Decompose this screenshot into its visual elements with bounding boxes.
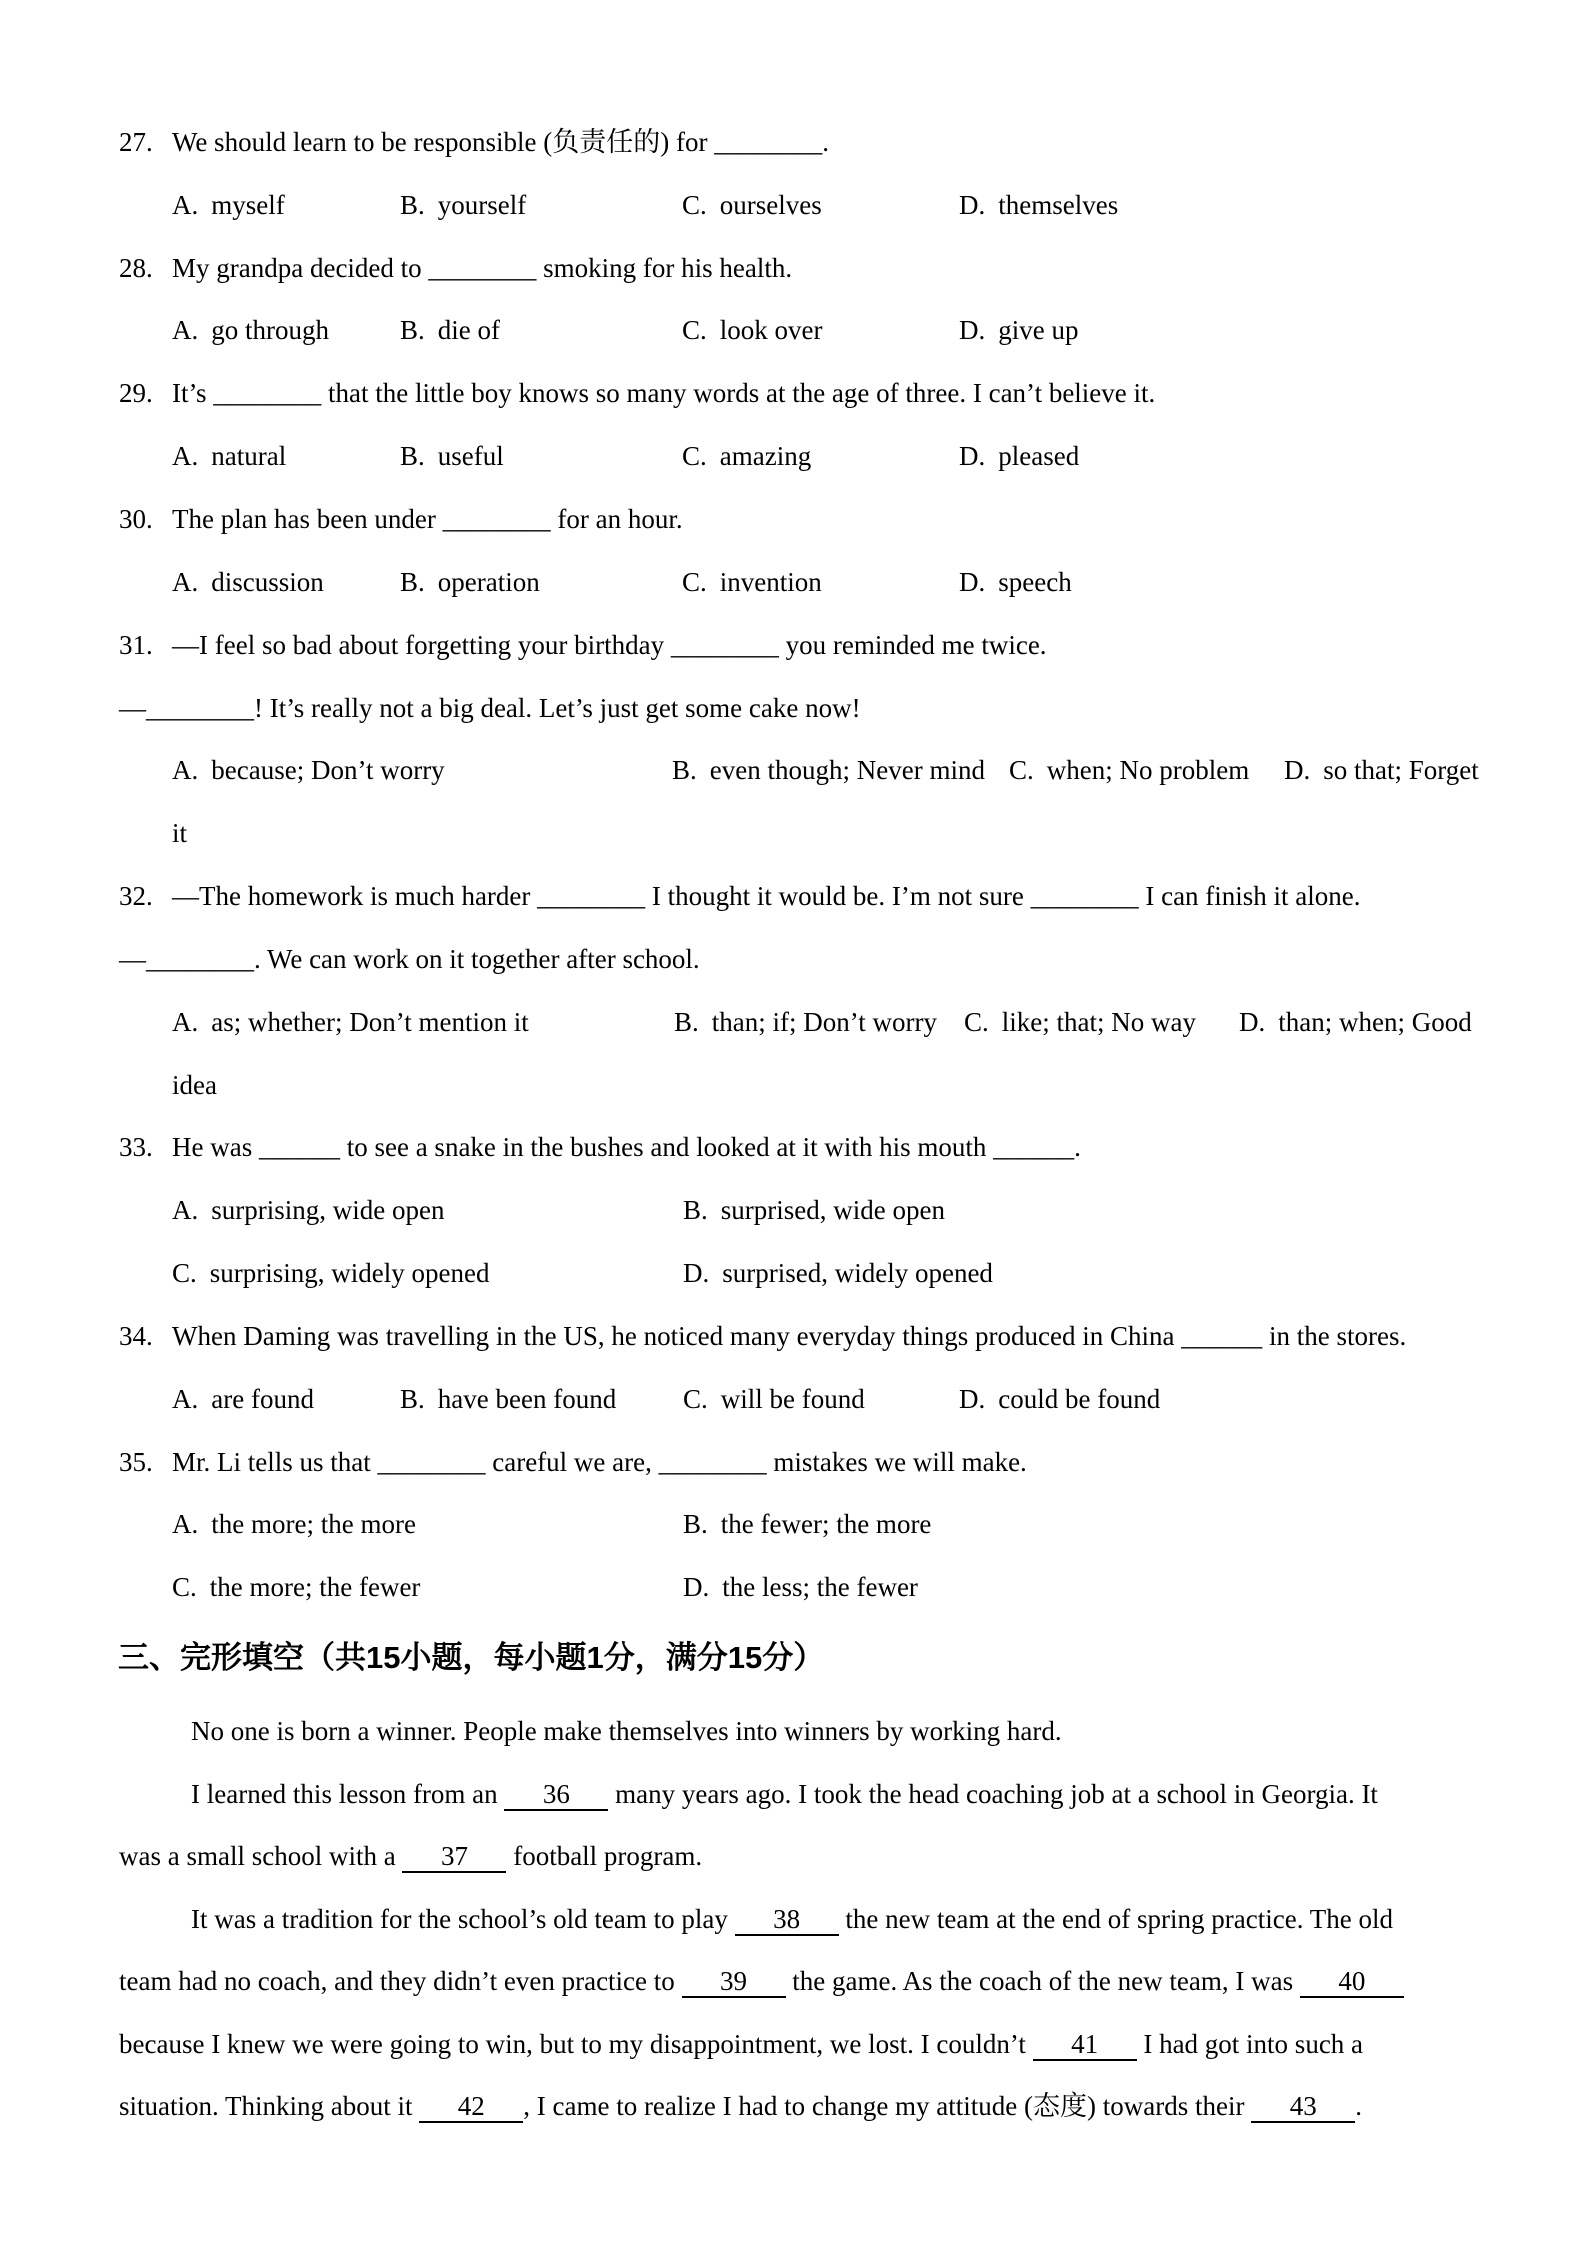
cloze-blank-38: 38	[735, 1904, 839, 1936]
question-31-option-a	[172, 753, 445, 787]
option-label: D.	[959, 315, 986, 345]
question-29-option-b	[400, 439, 504, 473]
question-31-options	[0, 753, 1586, 787]
question-28-option-a	[172, 313, 329, 347]
question-27	[0, 125, 1586, 159]
question-31-option-b	[672, 753, 985, 787]
question-34-option-b	[400, 1382, 616, 1416]
question-30-option-a	[172, 565, 324, 599]
option-text: discussion	[211, 567, 324, 597]
question-35-option-c	[172, 1570, 420, 1604]
option-text: the fewer; the more	[720, 1509, 932, 1539]
option-text: pleased	[998, 441, 1080, 471]
option-text: surprising, widely opened	[209, 1258, 490, 1288]
option-text: the more; the more	[211, 1509, 416, 1539]
question-27-option-b	[400, 188, 526, 222]
cloze-line-2: I learned this lesson from an 36 many years ago. I took the head coaching job at a school in Georgia. It	[191, 1779, 1378, 1809]
option-label: A.	[172, 1509, 199, 1539]
question-33-number: 33.	[119, 1132, 153, 1162]
question-28-number: 28.	[119, 253, 153, 283]
question-33-text: He was ______ to see a snake in the bushes and looked at it with his mouth ______.	[172, 1132, 1081, 1162]
option-text: give up	[998, 315, 1079, 345]
option-label: D.	[683, 1258, 710, 1288]
option-label: C.	[683, 1384, 708, 1414]
question-30-options	[0, 565, 1586, 599]
option-label: C.	[682, 567, 707, 597]
question-34	[0, 1319, 1586, 1353]
option-label: C.	[1009, 755, 1034, 785]
question-34-option-a	[172, 1382, 314, 1416]
question-32	[0, 879, 1586, 913]
question-33-option-c	[172, 1256, 489, 1290]
option-label: A.	[172, 567, 199, 597]
option-text: than; when; Good	[1278, 1007, 1472, 1037]
question-34-options	[0, 1382, 1586, 1416]
option-label: C.	[172, 1572, 197, 1602]
question-32-option-d	[1239, 1005, 1472, 1039]
cloze-line-3: was a small school with a 37 football program.	[119, 1841, 703, 1871]
cloze-blank-40: 40	[1300, 1966, 1404, 1998]
option-label: B.	[683, 1509, 708, 1539]
question-29-option-d	[959, 439, 1079, 473]
question-28-option-d	[959, 313, 1079, 347]
option-text: speech	[998, 567, 1072, 597]
question-35-options-row-2	[0, 1570, 1586, 1604]
question-27-option-c	[682, 188, 822, 222]
question-32-options	[0, 1005, 1586, 1039]
question-28-text: My grandpa decided to ________ smoking for his health.	[172, 253, 793, 283]
question-32-option-c	[964, 1005, 1196, 1039]
option-text: have been found	[437, 1384, 617, 1414]
question-35	[0, 1445, 1586, 1479]
question-30-text: The plan has been under ________ for an hour.	[172, 504, 683, 534]
cloze-line-1: No one is born a winner. People make themselves into winners by working hard.	[191, 1716, 1062, 1746]
cloze-blank-39: 39	[682, 1966, 786, 1998]
option-text: surprised, wide open	[720, 1195, 945, 1225]
question-29-option-c	[682, 439, 811, 473]
question-34-text: When Daming was travelling in the US, he noticed many everyday things produced in China ______ in the stores.	[172, 1321, 1407, 1351]
option-label: B.	[400, 1384, 425, 1414]
option-label: C.	[964, 1007, 989, 1037]
option-text: as; whether; Don’t mention it	[211, 1007, 529, 1037]
option-label: B.	[674, 1007, 699, 1037]
question-27-number: 27.	[119, 127, 153, 157]
question-35-options-row-1	[0, 1507, 1586, 1541]
option-label: A.	[172, 190, 199, 220]
question-31-option-c	[1009, 753, 1249, 787]
option-text: invention	[719, 567, 822, 597]
question-32-option-a	[172, 1005, 529, 1039]
option-label: B.	[400, 315, 425, 345]
question-31-text: —I feel so bad about forgetting your birthday ________ you reminded me twice.	[172, 630, 1047, 660]
option-label: D.	[959, 567, 986, 597]
option-label: A.	[172, 755, 199, 785]
option-text: could be found	[998, 1384, 1161, 1414]
cloze-blank-36: 36	[504, 1779, 608, 1811]
question-27-option-a	[172, 188, 285, 222]
question-35-option-d	[683, 1570, 918, 1604]
option-text: go through	[211, 315, 329, 345]
option-label: C.	[682, 441, 707, 471]
question-35-option-a	[172, 1507, 416, 1541]
cloze-blank-37: 37	[402, 1841, 506, 1873]
option-text: like; that; No way	[1001, 1007, 1196, 1037]
question-32-reply-text: —________. We can work on it together after school.	[119, 944, 700, 974]
option-label: C.	[172, 1258, 197, 1288]
question-30-number: 30.	[119, 504, 153, 534]
option-text: surprising, wide open	[211, 1195, 445, 1225]
option-text: than; if; Don’t worry	[711, 1007, 937, 1037]
option-label: D.	[959, 190, 986, 220]
option-text: the more; the fewer	[209, 1572, 421, 1602]
option-text: will be found	[720, 1384, 865, 1414]
option-label: B.	[400, 441, 425, 471]
question-27-text: We should learn to be responsible (负责任的) for ________.	[172, 127, 829, 157]
option-label: A.	[172, 315, 199, 345]
question-32-option-b	[674, 1005, 937, 1039]
question-33-option-a	[172, 1193, 444, 1227]
option-text: because; Don’t worry	[211, 755, 445, 785]
option-text: are found	[211, 1384, 314, 1414]
option-text: myself	[211, 190, 285, 220]
question-30-option-c	[682, 565, 822, 599]
question-31-option-d	[1284, 753, 1479, 787]
option-text: surprised, widely opened	[722, 1258, 993, 1288]
option-text-wrap: idea	[172, 1070, 217, 1100]
cloze-section-heading: 三、完形填空（共15小题，每小题1分，满分15分）	[118, 1640, 825, 1675]
question-31-number: 31.	[119, 630, 153, 660]
option-label: D.	[1284, 755, 1311, 785]
option-text: amazing	[719, 441, 812, 471]
question-29-text: It’s ________ that the little boy knows so many words at the age of three. I can’t believe it.	[172, 378, 1156, 408]
option-text: even though; Never mind	[709, 755, 985, 785]
question-32-reply	[0, 942, 1586, 976]
option-text: the less; the fewer	[722, 1572, 918, 1602]
question-29-number: 29.	[119, 378, 153, 408]
question-27-option-d	[959, 188, 1118, 222]
option-label: D.	[683, 1572, 710, 1602]
option-text: when; No problem	[1046, 755, 1250, 785]
option-text-wrap: it	[172, 818, 188, 848]
cloze-line-6: because I knew we were going to win, but to my disappointment, we lost. I couldn’t 41 I had got into such a	[119, 2029, 1364, 2059]
option-label: D.	[959, 441, 986, 471]
option-label: D.	[959, 1384, 986, 1414]
question-30-option-b	[400, 565, 540, 599]
question-29	[0, 376, 1586, 410]
option-label: A.	[172, 441, 199, 471]
option-label: B.	[672, 755, 697, 785]
question-28	[0, 251, 1586, 285]
question-28-option-c	[682, 313, 823, 347]
question-35-text: Mr. Li tells us that ________ careful we are, ________ mistakes we will make.	[172, 1447, 1027, 1477]
option-label: A.	[172, 1195, 199, 1225]
question-27-options	[0, 188, 1586, 222]
option-text: operation	[437, 567, 540, 597]
question-35-number: 35.	[119, 1447, 153, 1477]
question-33	[0, 1130, 1586, 1164]
question-31-reply-text: —________! It’s really not a big deal. Let’s just get some cake now!	[119, 693, 861, 723]
question-30-option-d	[959, 565, 1072, 599]
question-28-option-b	[400, 313, 500, 347]
cloze-line-4: It was a tradition for the school’s old team to play 38 the new team at the end of spring practice. The old	[191, 1904, 1393, 1934]
question-35-option-b	[683, 1507, 931, 1541]
option-text: themselves	[998, 190, 1119, 220]
option-label: B.	[683, 1195, 708, 1225]
option-label: A.	[172, 1007, 199, 1037]
option-text: natural	[211, 441, 287, 471]
cloze-line-5: team had no coach, and they didn’t even practice to 39 the game. As the coach of the new team, I was 40	[119, 1964, 1404, 1998]
option-text: yourself	[437, 190, 527, 220]
option-text: die of	[437, 315, 500, 345]
question-31-reply	[0, 691, 1586, 725]
cloze-blank-41: 41	[1033, 2029, 1137, 2061]
cloze-blank-43: 43	[1251, 2091, 1355, 2123]
option-text: useful	[437, 441, 504, 471]
question-34-option-d	[959, 1382, 1160, 1416]
question-29-option-a	[172, 439, 286, 473]
question-33-options-row-1	[0, 1193, 1586, 1227]
option-text: so that; Forget	[1323, 755, 1479, 785]
cloze-blank-42: 42	[419, 2091, 523, 2123]
option-label: A.	[172, 1384, 199, 1414]
question-33-option-b	[683, 1193, 945, 1227]
question-30	[0, 502, 1586, 536]
option-label: C.	[682, 190, 707, 220]
option-label: B.	[400, 190, 425, 220]
question-34-option-c	[683, 1382, 865, 1416]
cloze-line-7: situation. Thinking about it 42 , I came to realize I had to change my attitude (态度) towards their 43 .	[119, 2091, 1362, 2121]
option-label: C.	[682, 315, 707, 345]
question-33-option-d	[683, 1256, 993, 1290]
option-label: B.	[400, 567, 425, 597]
question-33-options-row-2	[0, 1256, 1586, 1290]
question-32-text: —The homework is much harder ________ I thought it would be. I’m not sure ________ I can finish it alone.	[172, 881, 1361, 911]
question-31	[0, 628, 1586, 662]
question-29-options	[0, 439, 1586, 473]
option-text: look over	[719, 315, 823, 345]
question-28-options	[0, 313, 1586, 347]
option-text: ourselves	[719, 190, 822, 220]
question-32-option-d-wrap	[0, 1068, 1586, 1102]
question-31-option-d-wrap	[0, 816, 1586, 850]
option-label: D.	[1239, 1007, 1266, 1037]
question-34-number: 34.	[119, 1321, 153, 1351]
question-32-number: 32.	[119, 881, 153, 911]
